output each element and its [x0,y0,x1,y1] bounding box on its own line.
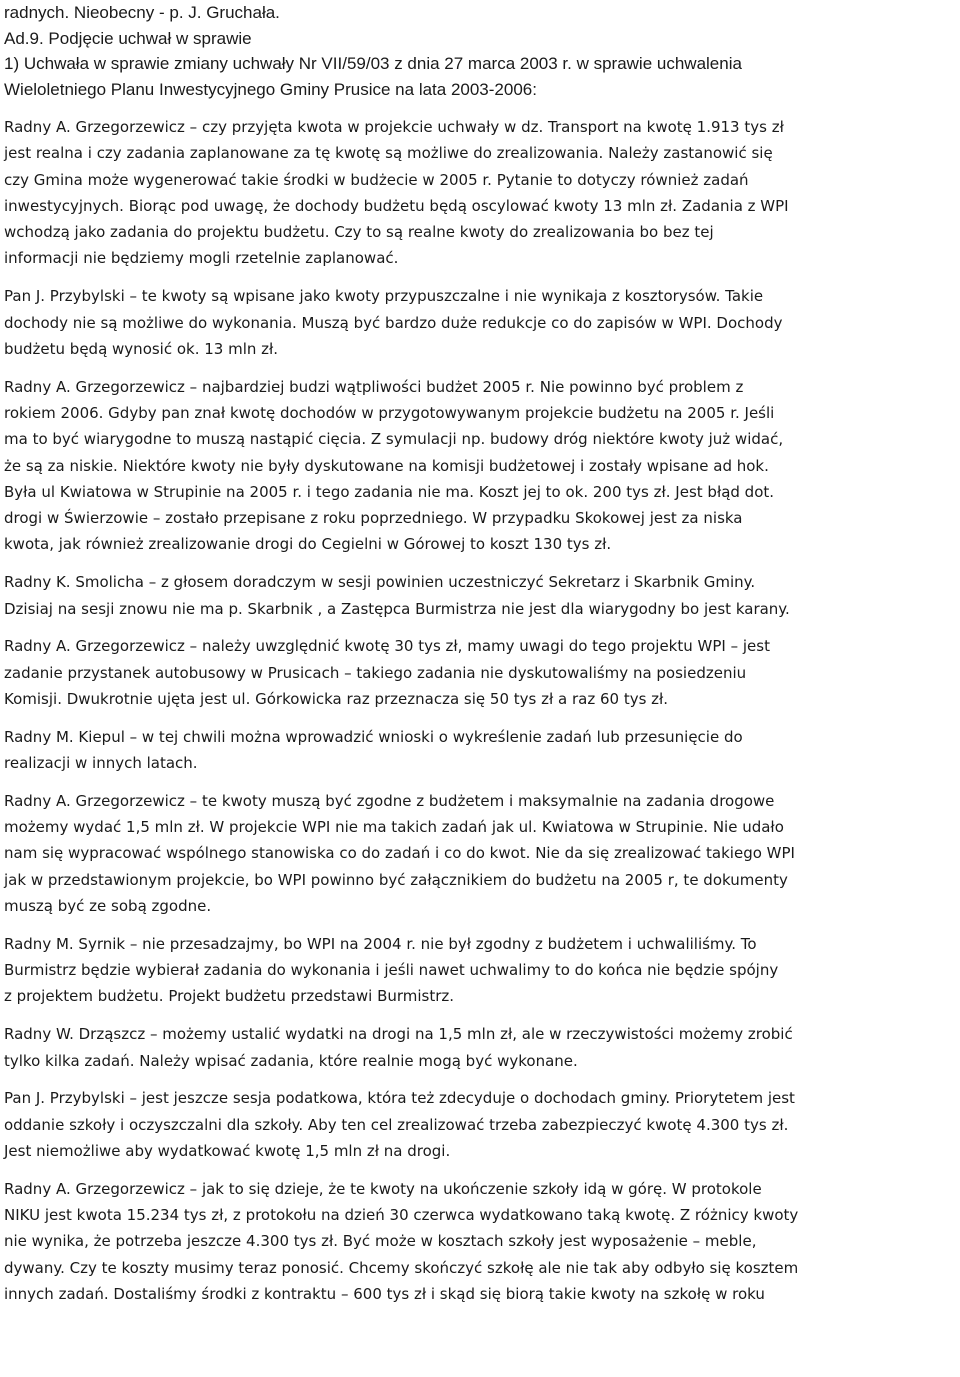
paragraph-line: jest realna i czy zadania zaplanowane za tę kwotę są możliwe do zrealizowania. Należy zastanowić się [4,144,773,163]
speaker-paragraph [4,724,960,777]
speaker-paragraph [4,1085,960,1164]
paragraph-line: Radny M. Syrnik – nie przesadzajmy, bo WPI na 2004 r. nie był zgodny z budżetem i uchwaliliśmy. To [4,934,757,953]
paragraph-line: Była ul Kwiatowa w Strupinie na 2005 r. i tego zadania nie ma. Koszt jej to ok. 200 tys zł. Jest błąd dot. [4,482,775,501]
speaker-paragraph [4,633,960,712]
discussion-body [4,114,960,1319]
agenda-header [4,0,954,102]
header-line: radnych. Nieobecny - p. J. Gruchała. [4,3,280,22]
paragraph-line: zadanie przystanek autobusowy w Prusicach – takiego zadania nie dyskutowaliśmy na posiedzeniu [4,663,747,682]
paragraph-line: że są za niskie. Niektóre kwoty nie były dyskutowane na komisji budżetowej i zostały wpisane ad hok. [4,456,769,475]
paragraph-line: Komisji. Dwukrotnie ujęta jest ul. Górkowicka raz przeznacza się 50 tys zł a raz 60 tys zł. [4,689,669,708]
paragraph-line: kwota, jak również zrealizowanie drogi do Cegielni w Górowej to koszt 130 tys zł. [4,535,612,554]
paragraph-line: nie wynika, że potrzeba jeszcze 4.300 tys zł. Być może w kosztach szkoły jest wyposażenie – meble, [4,1232,757,1251]
paragraph-line: informacji nie będziemy mogli rzetelnie zaplanować. [4,249,399,268]
paragraph-line: Burmistrz będzie wybierał zadania do wykonania i jeśli nawet uchwalimy to do końca nie będzie spójny [4,961,779,980]
paragraph-line: Pan J. Przybylski – jest jeszcze sesja podatkowa, która też zdecyduje o dochodach gminy. Priorytetem jest [4,1089,795,1108]
speaker-paragraph [4,1176,960,1307]
speaker-paragraph [4,283,960,362]
speaker-paragraph [4,374,960,558]
paragraph-line: tylko kilka zadań. Należy wpisać zadania, które realnie mogą być wykonane. [4,1051,578,1070]
paragraph-line: Dzisiaj na sesji znowu nie ma p. Skarbnik , a Zastępca Burmistrza nie jest dla wiarygodny bo jest karany. [4,599,790,618]
paragraph-line: Pan J. Przybylski – te kwoty są wpisane jako kwoty przypuszczalne i nie wynikaja z kosztorysów. Takie [4,287,764,306]
speaker-paragraph [4,1021,960,1074]
header-line: 1) Uchwała w sprawie zmiany uchwały Nr VII/59/03 z dnia 27 marca 2003 r. w sprawie uchwalenia [4,54,742,73]
paragraph-line: ma to być wiarygodne to muszą nastąpić cięcia. Z symulacji np. budowy dróg niektóre kwoty już widać, [4,430,784,449]
paragraph-line: nam się wypracować wspólnego stanowiska co do zadań i co do kwot. Nie da się zrealizować takiego WPI [4,844,795,863]
paragraph-line: z projektem budżetu. Projekt budżetu przedstawi Burmistrz. [4,987,455,1006]
paragraph-line: Radny A. Grzegorzewicz – należy uwzględnić kwotę 30 tys zł, mamy uwagi do tego projektu WPI – jest [4,637,770,656]
paragraph-line: wchodzą jako zadania do projektu budżetu. Czy to są realne kwoty do zrealizowania bo bez tej [4,223,714,242]
paragraph-line: innych zadań. Dostaliśmy środki z kontraktu – 600 tys zł i skąd się biorą takie kwoty na szkołę w roku [4,1284,765,1303]
paragraph-line: rokiem 2006. Gdyby pan znał kwotę dochodów w przygotowywanym projekcie budżetu na 2005 r. Jeśli [4,403,775,422]
paragraph-line: Radny A. Grzegorzewicz – czy przyjęta kwota w projekcie uchwały w dz. Transport na kwotę 1.913 tys zł [4,118,784,136]
speaker-paragraph [4,569,960,622]
speaker-paragraph [4,114,960,272]
paragraph-line: dochody nie są możliwe do wykonania. Muszą być bardzo duże redukcje co do zapisów w WPI. Dochody [4,313,783,332]
paragraph-line: drogi w Świerzowie – zostało przepisane z roku poprzedniego. W przypadku Skokowej jest za niska [4,509,743,528]
paragraph-line: możemy wydać 1,5 mln zł. W projekcie WPI nie ma takich zadań jak ul. Kwiatowa w Strupinie. Nie udało [4,818,784,837]
paragraph-line: Jest niemożliwe aby wydatkować kwotę 1,5 mln zł na drogi. [4,1141,451,1160]
paragraph-line: budżetu będą wynosić ok. 13 mln zł. [4,339,279,358]
speaker-paragraph [4,931,960,1010]
paragraph-line: czy Gmina może wygenerować takie środki w budżecie w 2005 r. Pytanie to dotyczy również zadań [4,170,749,189]
paragraph-line: muszą być ze sobą zgodne. [4,897,212,916]
paragraph-line: oddanie szkoły i oczyszczalni dla szkoły. Aby ten cel zrealizować trzeba zabezpieczyć kwotę 4.300 tys zł. [4,1115,789,1134]
header-line: Ad.9. Podjęcie uchwał w sprawie [4,28,252,48]
paragraph-line: inwestycyjnych. Biorąc pod uwagę, że dochody budżetu będą oscylować kwoty 13 mln zł. Zadania z WPI [4,196,789,215]
paragraph-line: jak w przedstawionym projekcie, bo WPI powinno być załącznikiem do budżetu na 2005 r, te dokumenty [4,870,788,889]
paragraph-line: NIKU jest kwota 15.234 tys zł, z protokołu na dzień 30 czerwca wydatkowano taką kwotę. Z różnicy kwoty [4,1205,799,1224]
paragraph-line: Radny M. Kiepul – w tej chwili można wprowadzić wnioski o wykreślenie zadań lub przesunięcie do [4,727,743,746]
paragraph-line: Radny A. Grzegorzewicz – jak to się dzieje, że te kwoty na ukończenie szkoły idą w górę. W protokole [4,1179,762,1198]
paragraph-line: Radny A. Grzegorzewicz – te kwoty muszą być zgodne z budżetem i maksymalnie na zadania drogowe [4,791,775,810]
speaker-paragraph [4,788,960,919]
paragraph-line: realizacji w innych latach. [4,754,198,773]
paragraph-line: Radny W. Drząszcz – możemy ustalić wydatki na drogi na 1,5 mln zł, ale w rzeczywistości możemy zrobić [4,1025,793,1044]
paragraph-line: Radny K. Smolicha – z głosem doradczym w sesji powinien uczestniczyć Sekretarz i Skarbnik Gminy. [4,573,756,592]
header-line: Wieloletniego Planu Inwestycyjnego Gminy Prusice na lata 2003-2006: [4,79,537,99]
paragraph-line: Radny A. Grzegorzewicz – najbardziej budzi wątpliwości budżet 2005 r. Nie powinno być problem z [4,377,744,396]
paragraph-line: dywany. Czy te koszty musimy teraz ponosić. Chcemy skończyć szkołę ale nie tak aby odbyło się kosztem [4,1258,799,1277]
